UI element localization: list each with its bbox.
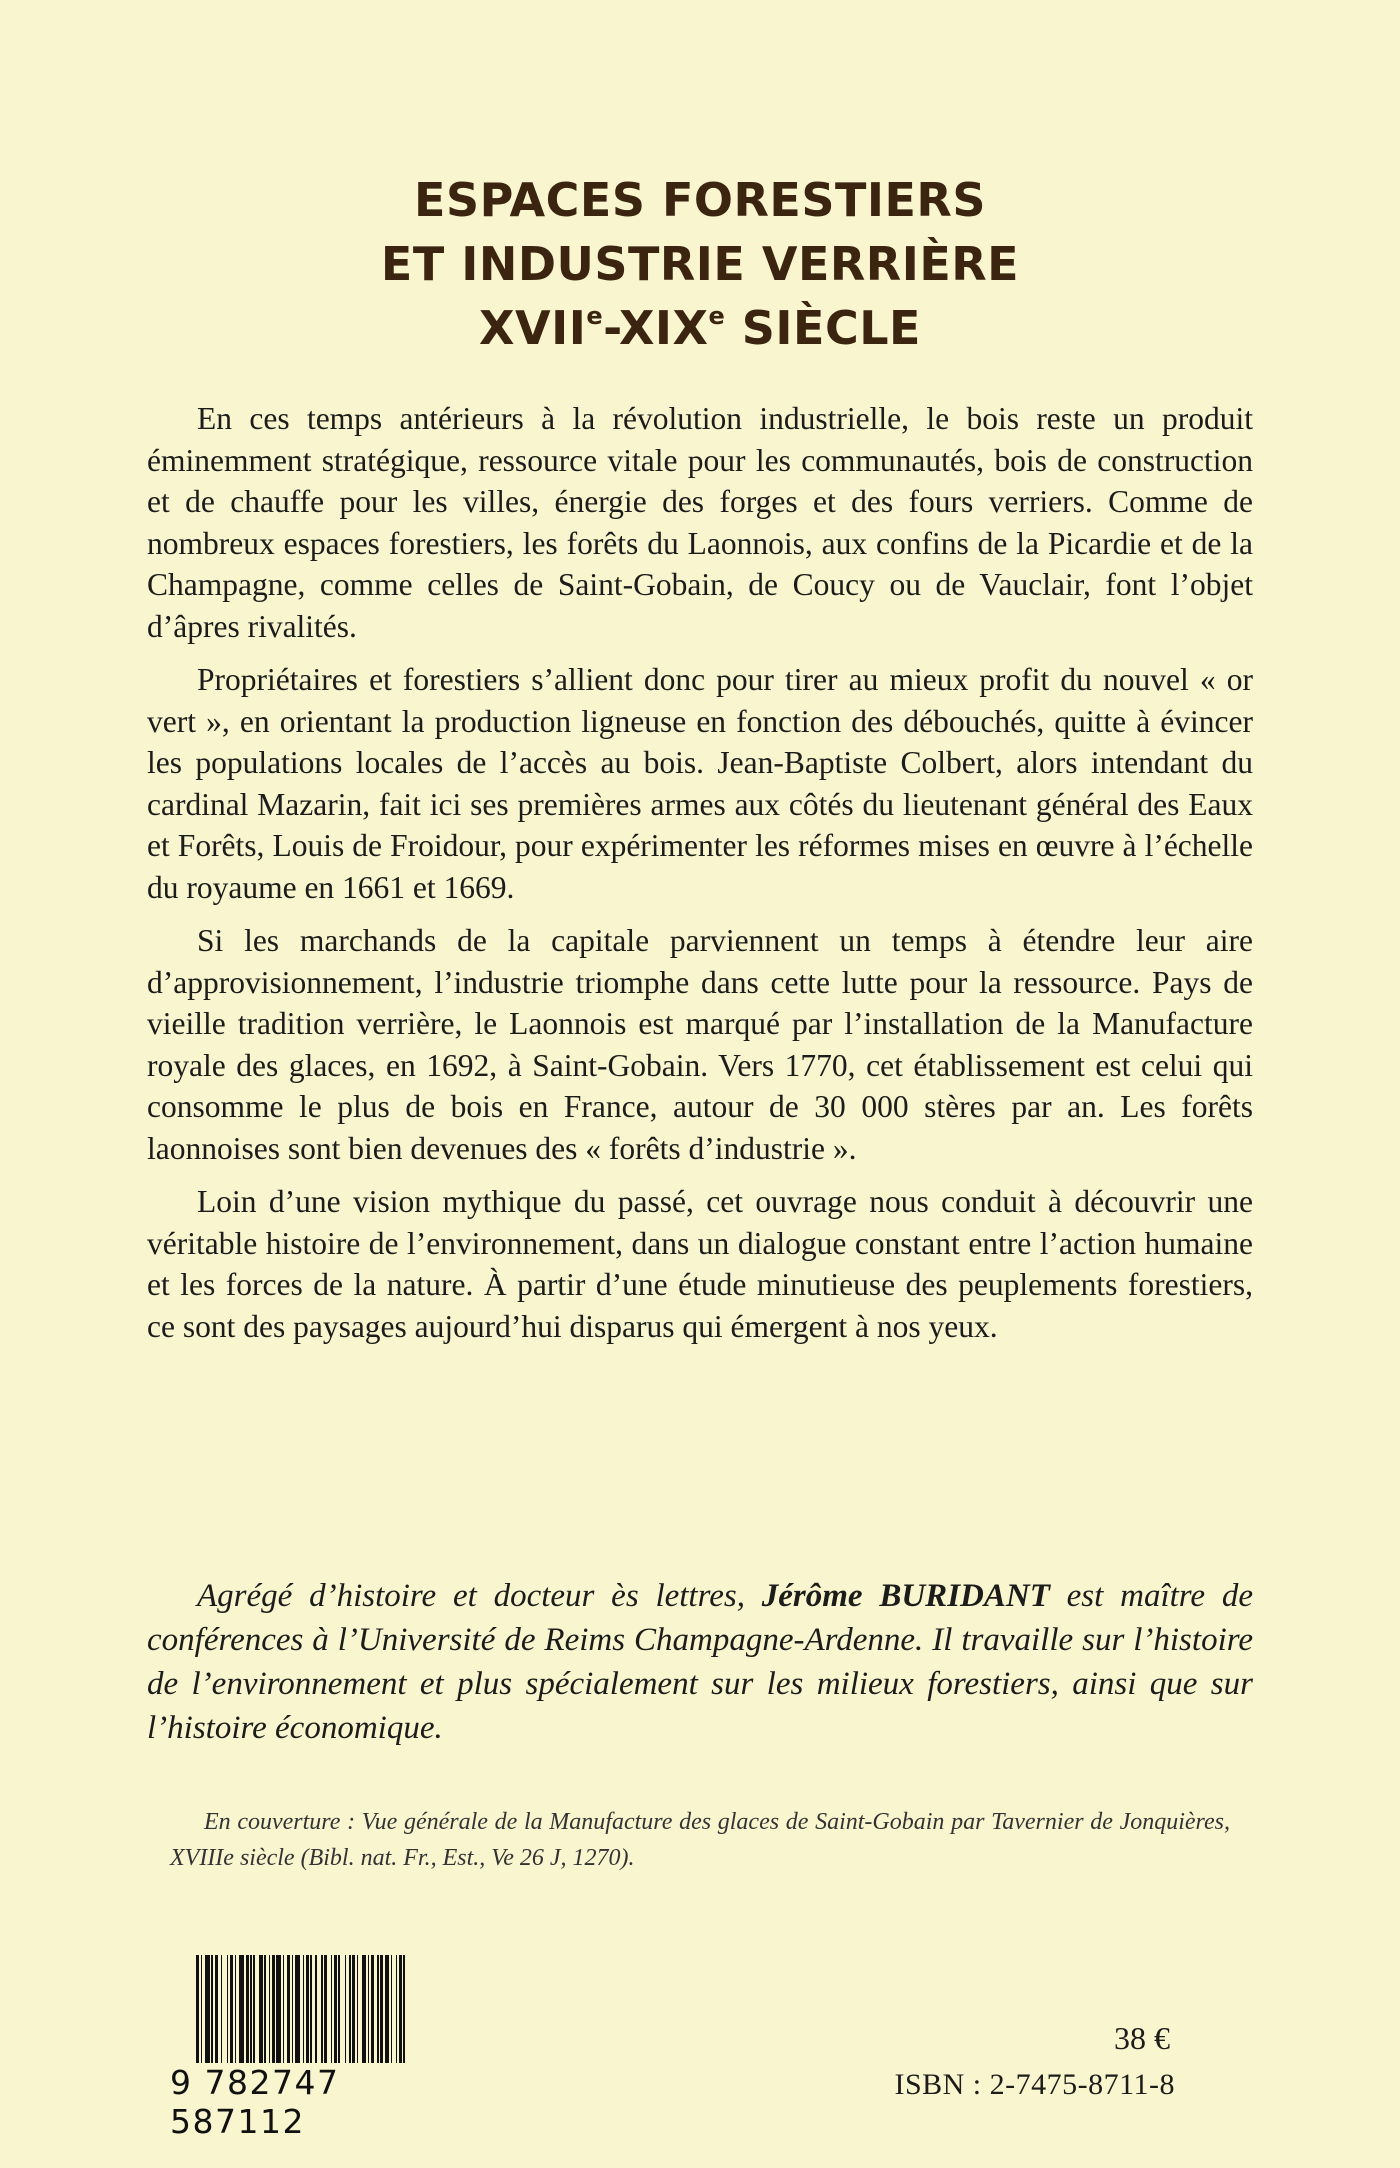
cover-credit: En couverture : Vue générale de la Manufacture des glaces de Saint-Gobain par Tavernier de Jonquières, XVIIIe siècle (Bibl. nat. Fr., Est., Ve 26 J, 1270).	[170, 1809, 1230, 1871]
blurb-paragraph-2: Propriétaires et forestiers s’allient donc pour tirer au mieux profit du nouvel « or vert », en orientant la production ligneuse en fonction des débouchés, quitte à évincer les populations locales de l’accès au bois. Jean-Baptiste Colbert, alors intendant du cardinal Mazarin, fait ici ses premières armes aux côtés du lieutenant général des Eaux et Forêts, Louis de Froidour, pour expérimenter les réformes mises en œuvre à l’échelle du royaume en 1661 et 1669.	[147, 662, 1253, 905]
title-century-end-suffix: e	[708, 302, 726, 330]
title-line-3	[0, 296, 1400, 360]
barcode-bars	[196, 1955, 472, 2063]
isbn: ISBN : 2-7475-8711-8	[894, 2068, 1175, 2101]
blurb-paragraph-4: Loin d’une vision mythique du passé, cet ouvrage nous conduit à découvrir une véritable histoire de l’environnement, dans un dialogue constant entre l’action humaine et les forces de la nature. À partir d’une étude minutieuse des peuplements forestiers, ce sont des paysages aujourd’hui disparus qui émergent à nos yeux.	[147, 1184, 1253, 1344]
blurb	[147, 398, 1253, 1359]
title-century-start: XVII	[479, 301, 587, 355]
author-name: Jérôme BURIDANT	[761, 1578, 1050, 1614]
price: 38 €	[1114, 2020, 1170, 2056]
author-bio-rest: est maître de conférences à l’Université de Reims Champagne-Ardenne. Il travaille sur l’histoire de l’environnement et plus spécialement sur les milieux forestiers, ainsi que sur l’histoire économique.	[147, 1578, 1253, 1746]
barcode	[170, 1955, 480, 2141]
title-line-2: ET INDUSTRIE VERRIÈRE	[380, 237, 1020, 291]
title-line-1: ESPACES FORESTIERS	[414, 173, 986, 227]
book-title	[0, 168, 1400, 360]
author-bio-intro: Agrégé d’histoire et docteur ès lettres,	[197, 1578, 762, 1614]
blurb-paragraph-1: En ces temps antérieurs à la révolution industrielle, le bois reste un produit éminemment stratégique, ressource vitale pour les communautés, bois de construction et de chauffe pour les villes, énergie des forges et des fours verriers. Comme de nombreux espaces forestiers, les forêts du Laonnois, aux confins de la Picardie et de la Champagne, comme celles de Saint-Gobain, de Coucy ou de Vauclair, font l’objet d’âpres rivalités.	[147, 401, 1253, 644]
author-bio	[147, 1574, 1253, 1750]
barcode-digits: 9 782747 587112	[170, 2063, 340, 2141]
blurb-paragraph-3: Si les marchands de la capitale parviennent un temps à étendre leur aire d’approvisionnement, l’industrie triomphe dans cette lutte pour la ressource. Pays de vieille tradition verrière, le Laonnois est marqué par l’installation de la Manufacture royale des glaces, en 1692, à Saint-Gobain. Vers 1770, cet établissement est celui qui consomme le plus de bois en France, autour de 30 000 stères par an. Les forêts laonnoises sont bien devenues des « forêts d’industrie ».	[147, 923, 1253, 1166]
title-century-end: -XIX	[603, 301, 709, 355]
title-century-start-suffix: e	[586, 302, 604, 330]
title-century-word: SIÈCLE	[725, 301, 921, 355]
barcode-space	[405, 1955, 408, 2063]
